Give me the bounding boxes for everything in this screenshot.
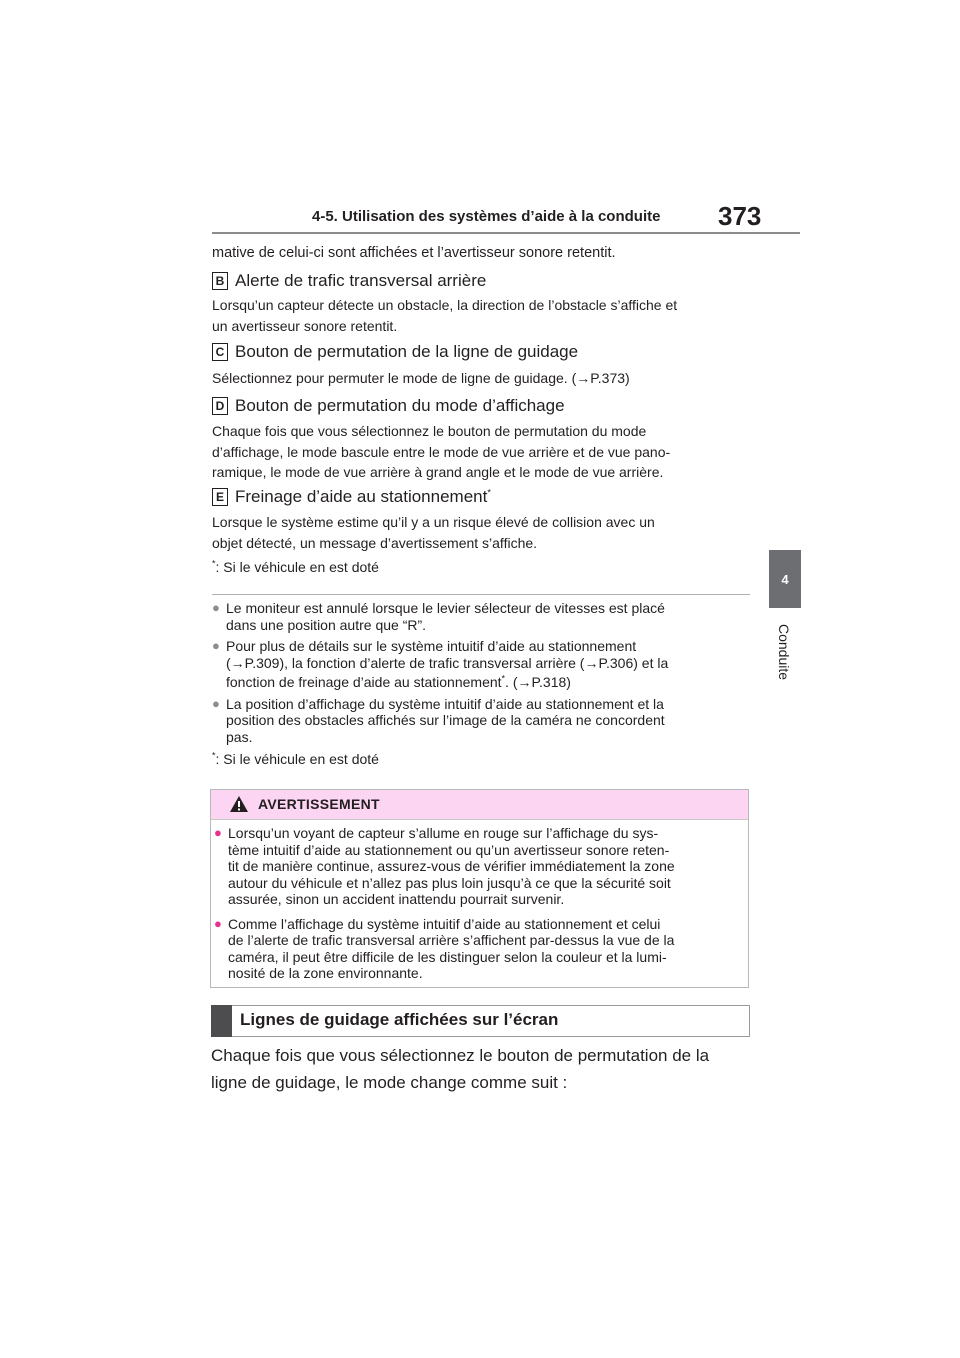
- footnote: *: Si le véhicule en est doté: [212, 558, 379, 575]
- warning-item: ● Lorsqu’un voyant de capteur s’allume en rouge sur l’affichage du sys- tème intuitif d’aide au stationnement ou qu’un avertisseur sonore reten- tit de manière continue, assurez-vous de vérifier immédiatement la zone autour du véhicule et n’allez pas plus loin jusqu’à ce que la sécurité soit assurée, sinon un accident inattendu pourrait survenir.: [214, 825, 675, 907]
- text-line: Lorsque le système estime qu’il y a un risque élevé de collision avec un: [212, 514, 655, 530]
- text-line: Chaque fois que vous sélectionnez le bouton de permutation du mode: [212, 423, 647, 439]
- note-item: ● Le moniteur est annulé lorsque le levier sélecteur de vitesses est placé dans une position autre que “R”.: [212, 600, 665, 633]
- text-line: d’affichage, le mode bascule entre le mode de vue arrière et de vue pano-: [212, 443, 671, 460]
- bullet-icon: ●: [214, 915, 222, 931]
- item-b-heading: [212, 271, 486, 291]
- warning-title: AVERTISSEMENT: [258, 796, 380, 812]
- item-e-text: [212, 512, 655, 553]
- text-line: Lorsqu’un capteur détecte un obstacle, la direction de l’obstacle s’affiche et: [212, 297, 678, 313]
- note-item: ● La position d’affichage du système intuitif d’aide au stationnement et la position des obstacles affichés sur l’image de la caméra ne concordent pas.: [212, 695, 665, 745]
- chapter-label: Conduite: [776, 623, 792, 681]
- bullet-icon: ●: [212, 600, 220, 615]
- bullet-icon: ●: [212, 695, 220, 711]
- section-heading-bar: [211, 1005, 232, 1037]
- item-c-text: [212, 368, 630, 389]
- letter-badge: E: [212, 488, 228, 506]
- notes-list: [212, 600, 752, 745]
- footnote: *: Si le véhicule en est doté: [212, 750, 379, 767]
- section-body: [211, 1042, 709, 1096]
- item-c-heading: [212, 342, 578, 362]
- header-divider: [212, 232, 800, 234]
- warning-header-divider: [211, 819, 748, 820]
- letter-badge: D: [212, 397, 228, 415]
- item-title: Bouton de permutation du mode d’affichage: [235, 396, 565, 415]
- warning-triangle-icon: [229, 795, 249, 818]
- text-line: objet détecté, un message d’avertissement s’affiche.: [212, 534, 538, 551]
- page-number: 373: [718, 201, 762, 231]
- chapter-number: 4: [781, 572, 789, 587]
- item-d-text: [212, 421, 670, 483]
- bullet-icon: ●: [214, 825, 222, 840]
- section-heading: Lignes de guidage affichées sur l’écran: [240, 1010, 559, 1029]
- intro-line: mative de celui-ci sont affichées et l’avertisseur sonore retentit.: [212, 245, 616, 261]
- text-line: un avertisseur sonore retentit.: [212, 317, 398, 334]
- section-title: 4-5. Utilisation des systèmes d’aide à la conduite: [312, 208, 661, 225]
- letter-badge: B: [212, 272, 228, 290]
- bullet-icon: ●: [212, 638, 220, 653]
- notes-divider: [212, 594, 750, 595]
- item-title: Bouton de permutation de la ligne de guidage: [235, 342, 579, 361]
- item-title: Freinage d’aide au stationnement*: [235, 487, 491, 506]
- text-line: ramique, le mode de vue arrière à grand angle et le mode de vue arrière.: [212, 464, 664, 480]
- note-item: ● Pour plus de détails sur le système intuitif d’aide au stationnement (→P.309), la fonction d’alerte de trafic transversal arrière (→P.306) et la fonction de freinage d’aide au stationnement*. (→P.318): [212, 638, 669, 690]
- item-e-heading: [212, 487, 491, 507]
- item-d-heading: [212, 396, 565, 416]
- text-line: Chaque fois que vous sélectionnez le bouton de permutation de la: [211, 1046, 710, 1065]
- warning-list: [214, 825, 744, 982]
- letter-badge: C: [212, 343, 228, 361]
- warning-item: ● Comme l’affichage du système intuitif d’aide au stationnement et celui de l’alerte de trafic transversal arrière s’affichent par-dessus la vue de la caméra, il peut être difficile de les distinguer selon la couleur et la lumi- nosité de la zone environnante.: [214, 915, 675, 981]
- item-title: Alerte de trafic transversal arrière: [235, 271, 487, 290]
- text-line: Sélectionnez pour permuter le mode de ligne de guidage. (→P.373): [212, 370, 630, 386]
- text-line: ligne de guidage, le mode change comme suit :: [211, 1073, 568, 1092]
- item-b-text: [212, 295, 677, 336]
